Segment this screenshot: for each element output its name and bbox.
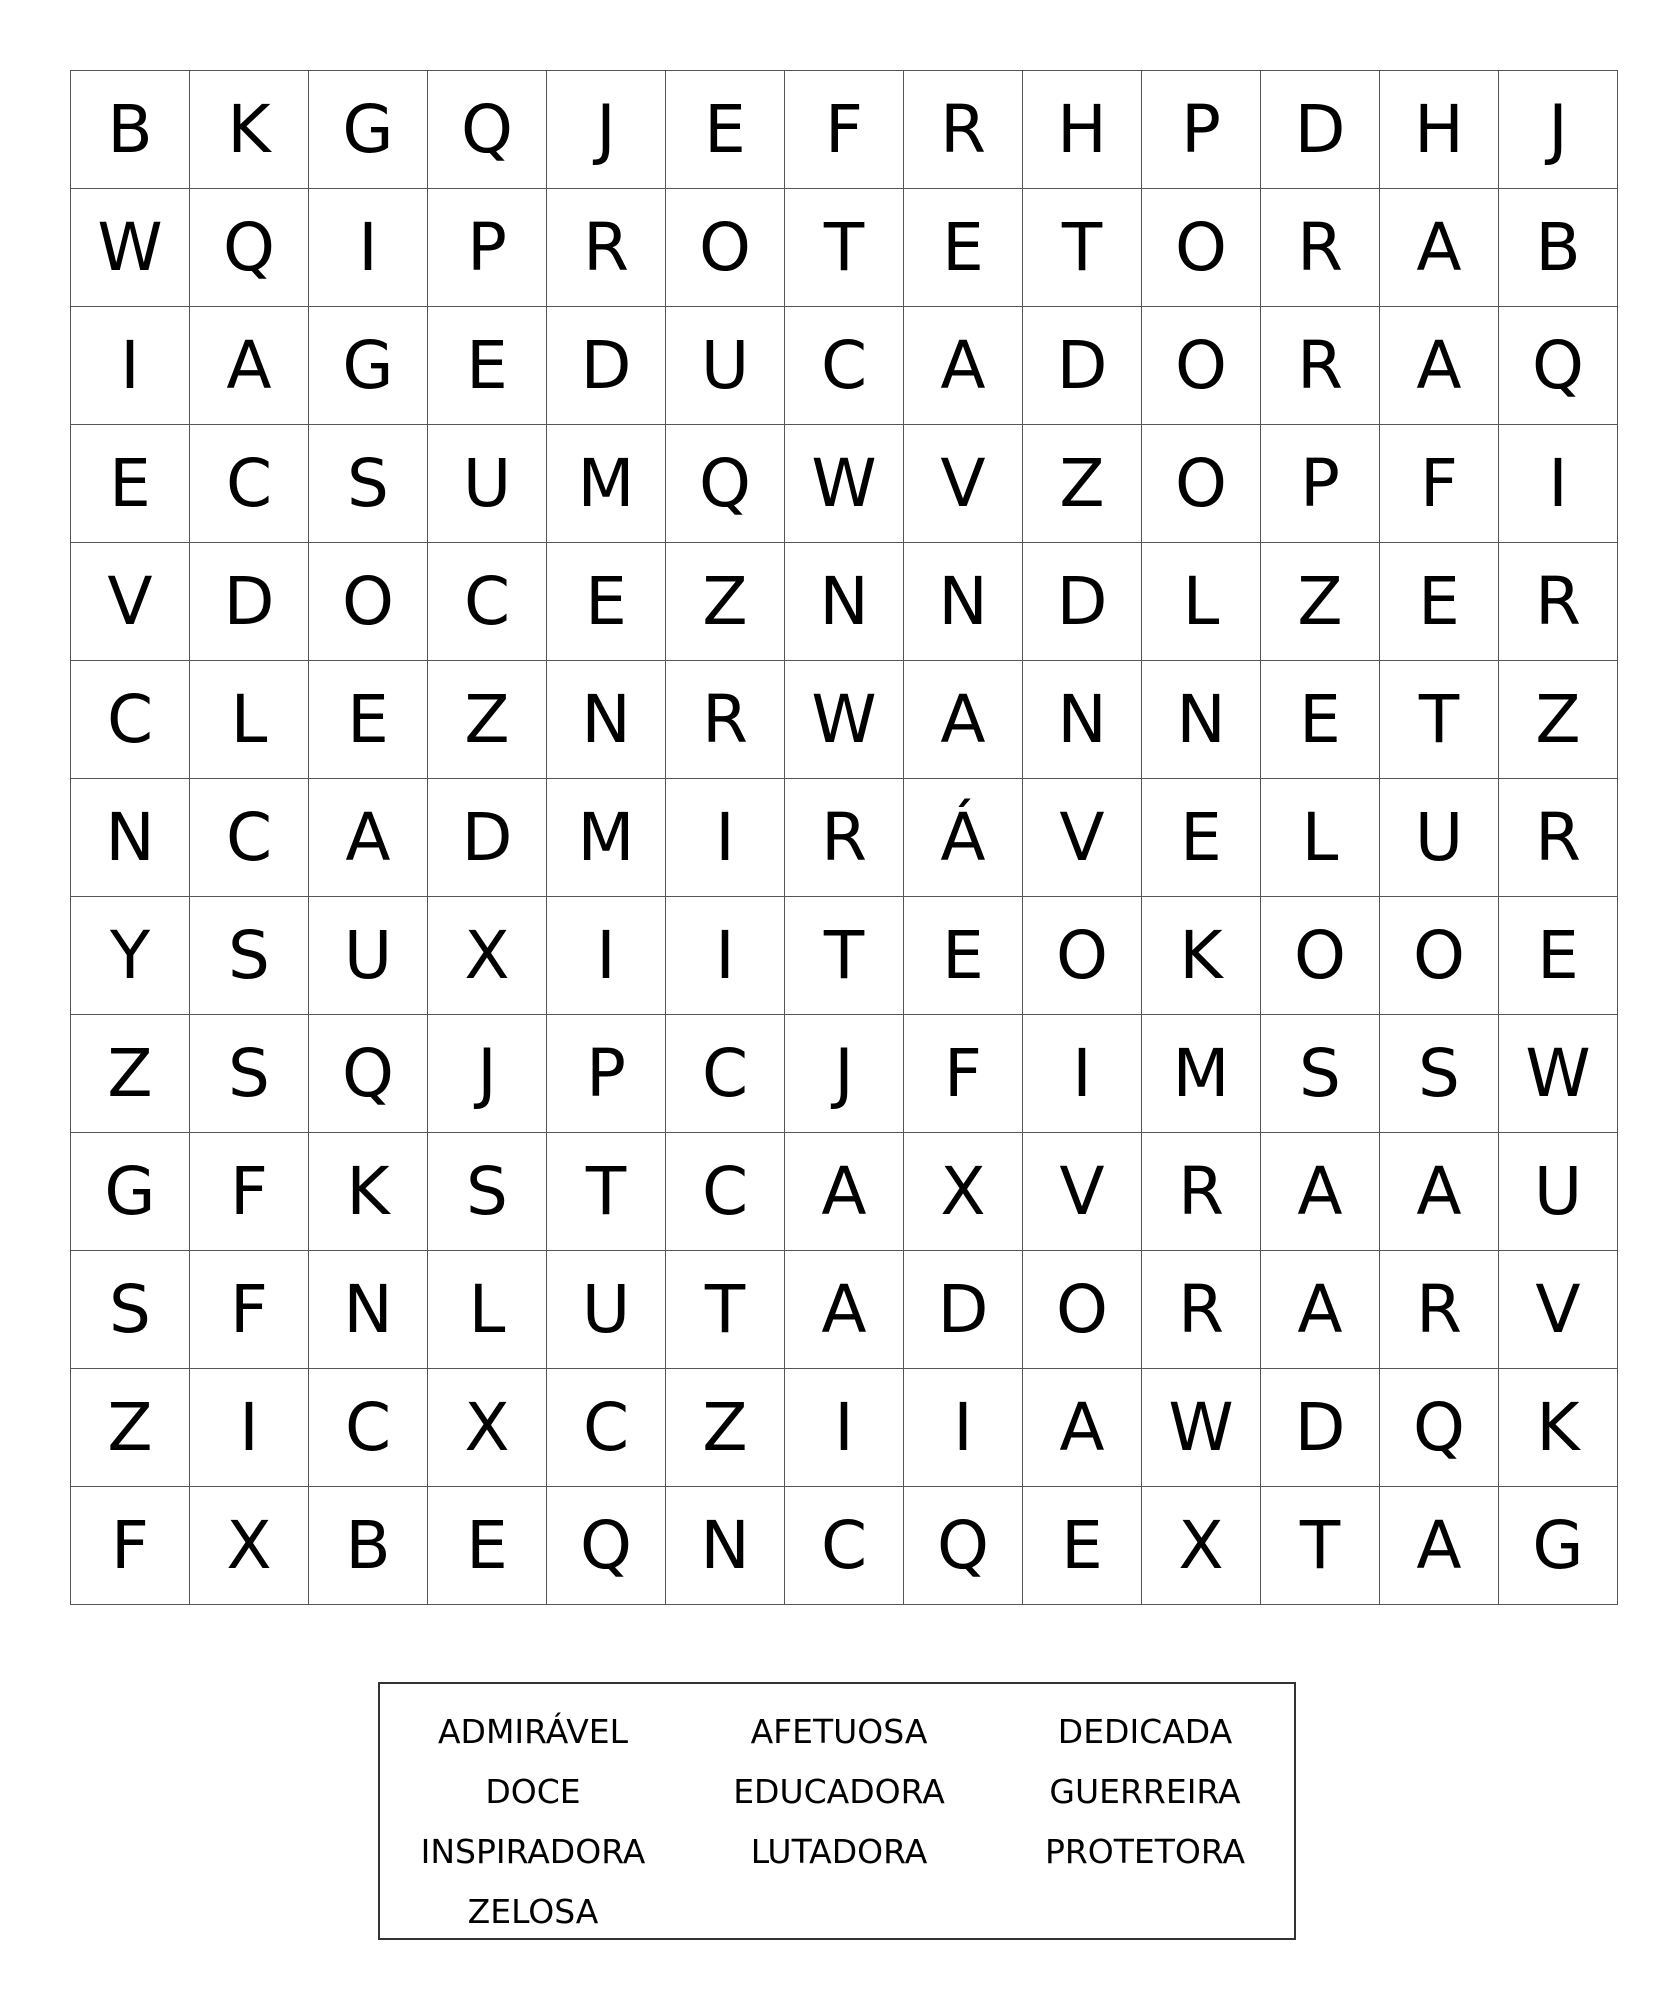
grid-cell[interactable]: Q xyxy=(190,189,309,307)
grid-cell[interactable]: R xyxy=(1142,1251,1261,1369)
grid-cell[interactable]: A xyxy=(1261,1133,1380,1251)
grid-cell[interactable]: Q xyxy=(309,1015,428,1133)
grid-cell[interactable]: I xyxy=(666,779,785,897)
grid-cell[interactable]: D xyxy=(1261,1369,1380,1487)
grid-cell[interactable]: U xyxy=(309,897,428,1015)
grid-cell[interactable]: Z xyxy=(71,1015,190,1133)
grid-cell[interactable]: O xyxy=(1142,307,1261,425)
grid-cell[interactable]: F xyxy=(190,1251,309,1369)
grid-cell[interactable]: N xyxy=(547,661,666,779)
grid-cell[interactable]: C xyxy=(666,1133,785,1251)
grid-cell[interactable]: D xyxy=(428,779,547,897)
grid-cell[interactable]: F xyxy=(190,1133,309,1251)
grid-row xyxy=(71,897,1618,1015)
grid-cell[interactable]: R xyxy=(1499,779,1618,897)
grid-cell[interactable]: U xyxy=(1380,779,1499,897)
grid-cell[interactable]: N xyxy=(71,779,190,897)
grid-cell[interactable]: T xyxy=(785,189,904,307)
word-list-item: DOCE xyxy=(485,1772,581,1811)
grid-cell[interactable]: Z xyxy=(428,661,547,779)
grid-cell[interactable]: Q xyxy=(1380,1369,1499,1487)
grid-cell[interactable]: R xyxy=(666,661,785,779)
grid-cell[interactable]: C xyxy=(785,1487,904,1605)
grid-cell[interactable]: J xyxy=(547,71,666,189)
grid-cell[interactable]: W xyxy=(785,661,904,779)
grid-cell[interactable]: U xyxy=(666,307,785,425)
grid-cell[interactable]: G xyxy=(1499,1487,1618,1605)
grid-cell[interactable]: I xyxy=(785,1369,904,1487)
grid-cell[interactable]: V xyxy=(1023,779,1142,897)
grid-cell[interactable]: E xyxy=(1023,1487,1142,1605)
grid-cell[interactable]: C xyxy=(547,1369,666,1487)
grid-cell[interactable]: N xyxy=(1142,661,1261,779)
grid-cell[interactable]: N xyxy=(904,543,1023,661)
grid-cell[interactable]: I xyxy=(309,189,428,307)
word-list-item: GUERREIRA xyxy=(1049,1772,1241,1811)
grid-cell[interactable]: V xyxy=(1499,1251,1618,1369)
grid-cell[interactable]: E xyxy=(904,897,1023,1015)
grid-cell[interactable]: C xyxy=(428,543,547,661)
grid-cell[interactable]: E xyxy=(1499,897,1618,1015)
grid-cell[interactable]: W xyxy=(1142,1369,1261,1487)
grid-cell[interactable]: W xyxy=(785,425,904,543)
grid-cell[interactable]: C xyxy=(309,1369,428,1487)
grid-row xyxy=(71,1487,1618,1605)
grid-cell[interactable]: K xyxy=(309,1133,428,1251)
grid-cell[interactable]: O xyxy=(1142,189,1261,307)
grid-cell[interactable]: F xyxy=(904,1015,1023,1133)
grid-cell[interactable]: S xyxy=(1380,1015,1499,1133)
grid-cell[interactable]: I xyxy=(71,307,190,425)
grid-cell[interactable]: A xyxy=(904,661,1023,779)
grid-cell[interactable]: V xyxy=(71,543,190,661)
grid-cell[interactable]: O xyxy=(1023,897,1142,1015)
grid-row xyxy=(71,1251,1618,1369)
grid-cell[interactable]: O xyxy=(1380,897,1499,1015)
grid-cell[interactable]: T xyxy=(785,897,904,1015)
grid-cell[interactable]: A xyxy=(190,307,309,425)
grid-cell[interactable]: B xyxy=(309,1487,428,1605)
grid-cell[interactable]: W xyxy=(1499,1015,1618,1133)
grid-cell[interactable]: I xyxy=(1023,1015,1142,1133)
grid-cell[interactable]: Q xyxy=(428,71,547,189)
grid-cell[interactable]: P xyxy=(428,189,547,307)
grid-cell[interactable]: O xyxy=(666,189,785,307)
grid-cell[interactable]: A xyxy=(785,1251,904,1369)
grid-cell[interactable]: X xyxy=(1142,1487,1261,1605)
grid-cell[interactable]: X xyxy=(428,897,547,1015)
grid-cell[interactable]: C xyxy=(190,779,309,897)
grid-cell[interactable]: L xyxy=(190,661,309,779)
grid-cell[interactable]: K xyxy=(190,71,309,189)
grid-cell[interactable]: P xyxy=(1142,71,1261,189)
grid-cell[interactable]: X xyxy=(190,1487,309,1605)
grid-cell[interactable]: E xyxy=(71,425,190,543)
grid-cell[interactable]: O xyxy=(1023,1251,1142,1369)
grid-cell[interactable]: E xyxy=(309,661,428,779)
grid-cell[interactable]: K xyxy=(1142,897,1261,1015)
grid-cell[interactable]: O xyxy=(1261,897,1380,1015)
grid-cell[interactable]: V xyxy=(1023,1133,1142,1251)
grid-cell[interactable]: I xyxy=(666,897,785,1015)
grid-row xyxy=(71,189,1618,307)
word-list-item: LUTADORA xyxy=(750,1832,928,1871)
grid-cell[interactable]: D xyxy=(547,307,666,425)
grid-cell[interactable]: H xyxy=(1380,71,1499,189)
word-list-item: AFETUOSA xyxy=(750,1712,928,1751)
word-list-item: EDUCADORA xyxy=(733,1772,945,1811)
grid-cell[interactable]: Z xyxy=(666,1369,785,1487)
grid-cell[interactable]: P xyxy=(547,1015,666,1133)
grid-cell[interactable]: Q xyxy=(1499,307,1618,425)
word-list-box xyxy=(378,1682,1296,1940)
grid-cell[interactable]: D xyxy=(1023,543,1142,661)
word-list-item: ZELOSA xyxy=(467,1892,599,1931)
grid-cell[interactable]: A xyxy=(1380,307,1499,425)
grid-cell[interactable]: Q xyxy=(666,425,785,543)
grid-cell[interactable]: N xyxy=(1023,661,1142,779)
grid-cell[interactable]: S xyxy=(71,1251,190,1369)
grid-cell[interactable]: R xyxy=(547,189,666,307)
grid-cell[interactable]: A xyxy=(785,1133,904,1251)
grid-cell[interactable]: R xyxy=(904,71,1023,189)
word-list-item: ADMIRÁVEL xyxy=(437,1712,629,1751)
grid-cell[interactable]: D xyxy=(1261,71,1380,189)
grid-cell[interactable]: A xyxy=(1261,1251,1380,1369)
grid-row xyxy=(71,543,1618,661)
grid-cell[interactable]: E xyxy=(666,71,785,189)
grid-cell[interactable]: X xyxy=(428,1369,547,1487)
word-list xyxy=(380,1702,1294,1942)
grid-cell[interactable]: Z xyxy=(666,543,785,661)
grid-cell[interactable]: U xyxy=(547,1251,666,1369)
grid-cell[interactable]: E xyxy=(1261,661,1380,779)
letter-grid xyxy=(70,70,1618,1605)
grid-cell[interactable]: S xyxy=(428,1133,547,1251)
grid-cell[interactable]: S xyxy=(309,425,428,543)
grid-cell[interactable]: Z xyxy=(71,1369,190,1487)
grid-cell[interactable]: V xyxy=(904,425,1023,543)
grid-cell[interactable]: D xyxy=(904,1251,1023,1369)
grid-cell[interactable]: Z xyxy=(1023,425,1142,543)
grid-cell[interactable]: A xyxy=(309,779,428,897)
grid-cell[interactable]: R xyxy=(1380,1251,1499,1369)
grid-row xyxy=(71,71,1618,189)
grid-cell[interactable]: P xyxy=(1261,425,1380,543)
grid-cell[interactable]: A xyxy=(904,307,1023,425)
grid-cell[interactable]: T xyxy=(1261,1487,1380,1605)
grid-row xyxy=(71,661,1618,779)
grid-cell[interactable]: I xyxy=(190,1369,309,1487)
grid-row xyxy=(71,779,1618,897)
grid-cell[interactable]: M xyxy=(547,779,666,897)
grid-row xyxy=(71,425,1618,543)
grid-cell[interactable]: D xyxy=(1023,307,1142,425)
grid-cell[interactable]: H xyxy=(1023,71,1142,189)
grid-cell[interactable]: Á xyxy=(904,779,1023,897)
grid-cell[interactable]: A xyxy=(1023,1369,1142,1487)
word-list-item: INSPIRADORA xyxy=(420,1832,646,1871)
grid-cell[interactable]: A xyxy=(1380,1133,1499,1251)
grid-cell[interactable]: Y xyxy=(71,897,190,1015)
grid-cell[interactable]: E xyxy=(428,307,547,425)
grid-cell[interactable]: Z xyxy=(1261,543,1380,661)
grid-cell[interactable]: T xyxy=(547,1133,666,1251)
grid-cell[interactable]: T xyxy=(666,1251,785,1369)
grid-cell[interactable]: K xyxy=(1499,1369,1618,1487)
grid-cell[interactable]: C xyxy=(190,425,309,543)
grid-cell[interactable]: O xyxy=(1142,425,1261,543)
grid-cell[interactable]: A xyxy=(1380,1487,1499,1605)
grid-cell[interactable]: C xyxy=(666,1015,785,1133)
grid-cell[interactable]: J xyxy=(1499,71,1618,189)
grid-cell[interactable]: B xyxy=(1499,189,1618,307)
grid-cell[interactable]: A xyxy=(1380,189,1499,307)
grid-cell[interactable]: F xyxy=(1380,425,1499,543)
grid-cell[interactable]: R xyxy=(785,779,904,897)
grid-cell[interactable]: Z xyxy=(1499,661,1618,779)
grid-cell[interactable]: U xyxy=(1499,1133,1618,1251)
grid-cell[interactable]: J xyxy=(428,1015,547,1133)
grid-cell[interactable]: Q xyxy=(547,1487,666,1605)
grid-cell[interactable]: R xyxy=(1499,543,1618,661)
grid-cell[interactable]: T xyxy=(1380,661,1499,779)
grid-cell[interactable]: B xyxy=(71,71,190,189)
grid-cell[interactable]: N xyxy=(785,543,904,661)
grid-cell[interactable]: X xyxy=(904,1133,1023,1251)
grid-row xyxy=(71,1369,1618,1487)
word-list-item: PROTETORA xyxy=(1044,1832,1246,1871)
grid-cell[interactable]: L xyxy=(428,1251,547,1369)
grid-cell[interactable]: E xyxy=(428,1487,547,1605)
grid-cell[interactable]: T xyxy=(1023,189,1142,307)
grid-row xyxy=(71,1133,1618,1251)
grid-cell[interactable]: J xyxy=(785,1015,904,1133)
grid-cell[interactable]: N xyxy=(666,1487,785,1605)
grid-cell[interactable]: F xyxy=(785,71,904,189)
grid-cell[interactable]: R xyxy=(1261,189,1380,307)
grid-cell[interactable]: E xyxy=(547,543,666,661)
grid-cell[interactable]: N xyxy=(309,1251,428,1369)
grid-cell[interactable]: Q xyxy=(904,1487,1023,1605)
grid-cell[interactable]: E xyxy=(1380,543,1499,661)
grid-cell[interactable]: G xyxy=(309,71,428,189)
grid-cell[interactable]: O xyxy=(309,543,428,661)
grid-cell[interactable]: I xyxy=(547,897,666,1015)
grid-cell[interactable]: L xyxy=(1142,543,1261,661)
grid-cell[interactable]: D xyxy=(190,543,309,661)
grid-cell[interactable]: G xyxy=(309,307,428,425)
grid-cell[interactable]: R xyxy=(1142,1133,1261,1251)
grid-cell[interactable]: G xyxy=(71,1133,190,1251)
grid-cell[interactable]: W xyxy=(71,189,190,307)
grid-cell[interactable]: C xyxy=(71,661,190,779)
grid-row xyxy=(71,307,1618,425)
grid-cell[interactable]: F xyxy=(71,1487,190,1605)
grid-row xyxy=(71,1015,1618,1133)
grid-cell[interactable]: C xyxy=(785,307,904,425)
grid-cell[interactable]: E xyxy=(904,189,1023,307)
grid-cell[interactable]: M xyxy=(547,425,666,543)
grid-cell[interactable]: I xyxy=(1499,425,1618,543)
grid-cell[interactable]: E xyxy=(1142,779,1261,897)
grid-cell[interactable]: L xyxy=(1261,779,1380,897)
word-list-item: DEDICADA xyxy=(1057,1712,1233,1751)
grid-cell[interactable]: S xyxy=(190,1015,309,1133)
grid-cell[interactable]: R xyxy=(1261,307,1380,425)
grid-cell[interactable]: M xyxy=(1142,1015,1261,1133)
grid-cell[interactable]: S xyxy=(1261,1015,1380,1133)
grid-cell[interactable]: U xyxy=(428,425,547,543)
grid-cell[interactable]: I xyxy=(904,1369,1023,1487)
grid-cell[interactable]: S xyxy=(190,897,309,1015)
